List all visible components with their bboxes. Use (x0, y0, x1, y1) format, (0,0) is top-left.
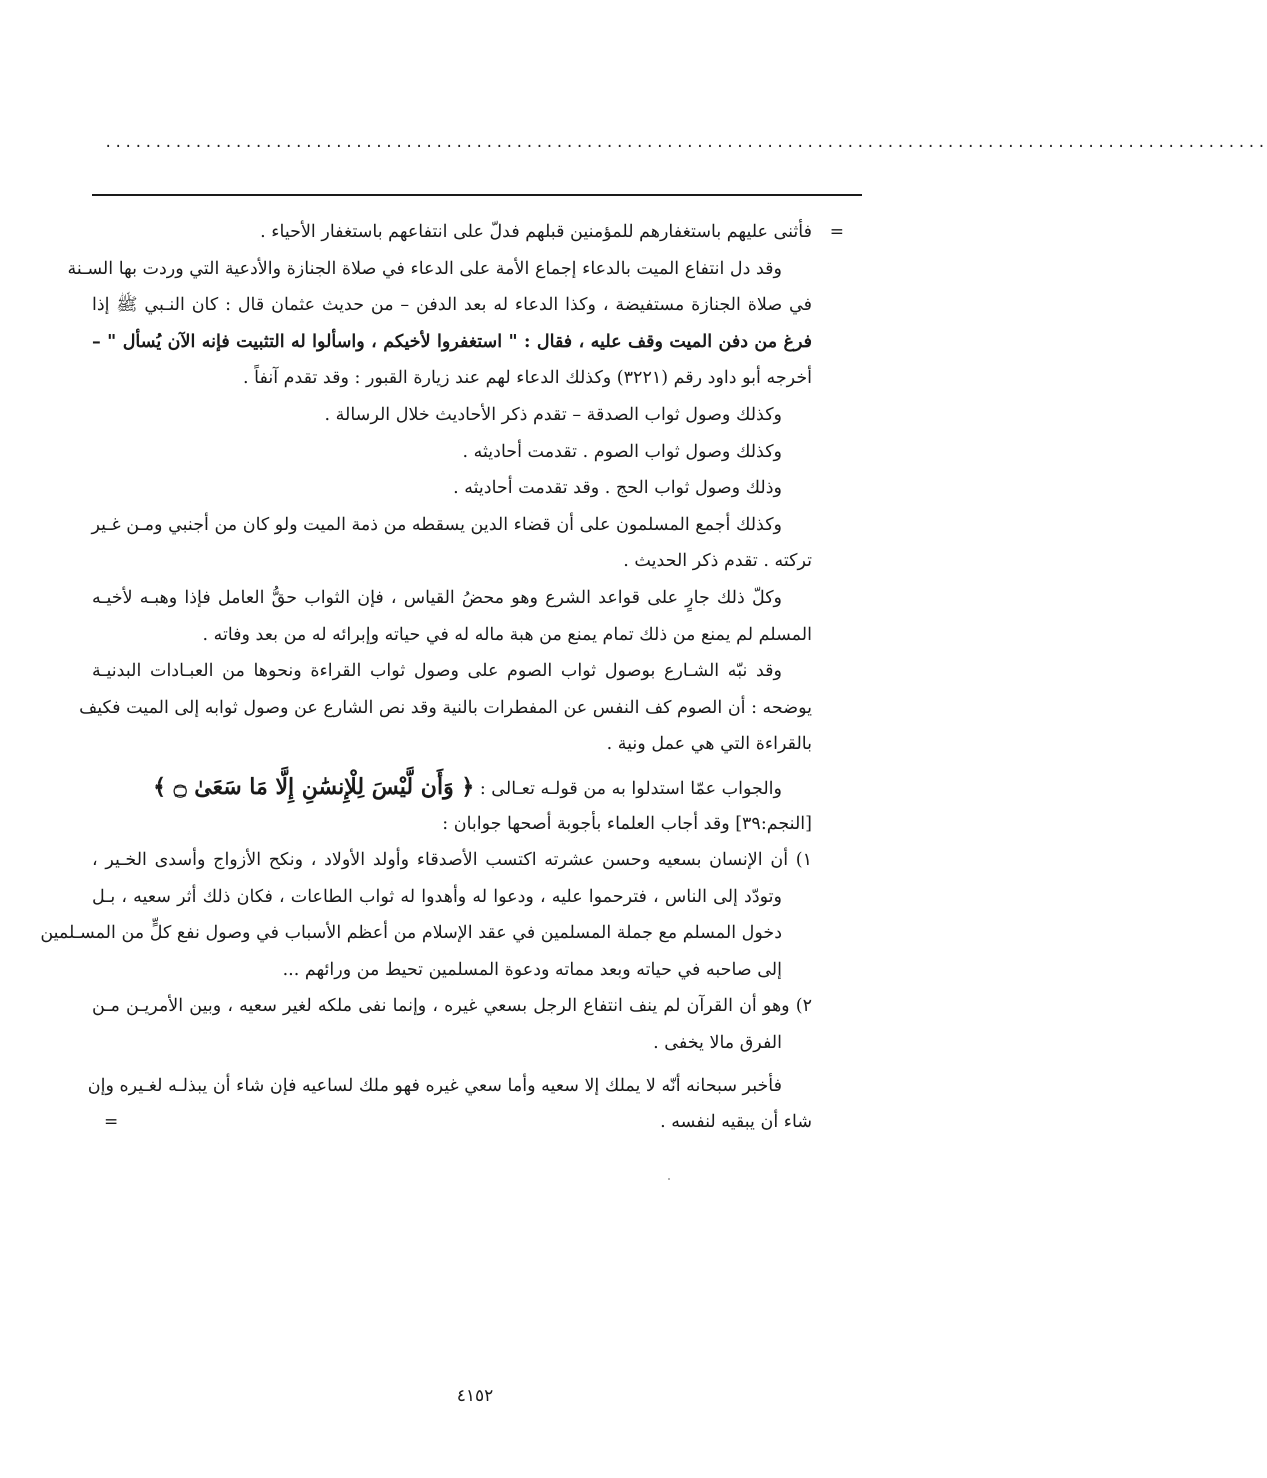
text-line: بالقراءة التي هي عمل ونية . (606, 734, 812, 755)
text-line: وكذلك وصول ثواب الصدقة – تقدم ذكر الأحاديث خلال الرسالة . (324, 404, 782, 425)
text-line: فرغ من دفن الميت وقف عليه ، فقال : " استغفروا لأخيكم ، واسألوا له التثبيت فإنه الآن يُسأل " – (92, 331, 812, 352)
text-line: وقد دل انتفاع الميت بالدعاء إجماع الأمة على الدعاء في صلاة الجنازة والأدعية التي وردت بها السـنة (67, 258, 782, 279)
text-line: المسلم لم يمنع من ذلك تمام يمنع من هبة ماله له في حياته وإبرائه له من بعد وفاته . (202, 624, 812, 645)
numbered-point-1: ١) أن الإنسان بسعيه وحسن عشرته اكتسب الأصدقاء وأولد الأولاد ، ونكح الأزواج وأسدى الخـير ، (92, 850, 812, 871)
text-line: وكذلك وصول ثواب الصوم . تقدمت أحاديثه . (462, 441, 782, 462)
quran-verse-line: والجواب عمّا استدلوا به من قولـه تعـالى : ﴿ وَأَن لَّيْسَ لِلْإِنسَٰنِ إِلَّا مَا سَعَىٰ ۝ ﴾ (153, 773, 782, 800)
text-line: إلى صاحبه في حياته وبعد مماته ودعوة المسلمين تحيط من ورائهم ... (282, 959, 782, 980)
text-line: وكلّ ذلك جارٍ على قواعد الشرع وهو محضُ القياس ، فإن الثواب حقُّ العامل فإذا وهبـه لأخيـه (92, 587, 782, 608)
text-line: شاء أن يبقيه لنفسه . = (92, 1104, 812, 1141)
scan-speck (668, 1178, 670, 1180)
text-line: يوضحه : أن الصوم كف النفس عن المفطرات بالنية وقد نص الشارع عن وصول ثوابه إلى الميت فكيف (79, 697, 812, 718)
numbered-point-2: ٢) وهو أن القرآن لم ينف انتفاع الرجل بسعي غيره ، وإنما نفى ملكه لغير سعيه ، وبين الأمريـن مـن (92, 996, 812, 1017)
page-number: ٤١٥٢ (456, 1386, 494, 1406)
text-line: [النجم:٣٩] وقد أجاب العلماء بأجوبة أصحها جوابان : (442, 813, 812, 834)
text-line: الفرق مالا يخفى . (653, 1033, 782, 1054)
text-line: = فأثنى عليهم باستغفارهم للمؤمنين قبلهم فدلّ على انتفاعهم باستغفار الأحياء . (92, 214, 812, 251)
text-line: وتودّد إلى الناس ، فترحموا عليه ، ودعوا له وأهدوا له ثواب الطاعات ، فكان ذلك أثر سعيه ، بـل (92, 886, 782, 907)
dotted-separator: .................................................................................................................... (104, 135, 1267, 151)
text-line: تركته . تقدم ذكر الحديث . (623, 551, 812, 572)
text-line: وكذلك أجمع المسلمون على أن قضاء الدين يسقطه من ذمة الميت ولو كان من أجنبي ومـن غـير (91, 514, 782, 535)
quran-verse: ﴿ وَأَن لَّيْسَ لِلْإِنسَٰنِ إِلَّا مَا سَعَىٰ ۝ ﴾ (153, 773, 475, 800)
text-line: في صلاة الجنازة مستفيضة ، وكذا الدعاء له بعد الدفن – من حديث عثمان قال : كان النـبي ﷺ إذا (92, 295, 812, 316)
text-line: وذلك وصول ثواب الحج . وقد تقدمت أحاديثه . (453, 478, 782, 499)
continuation-mark-start: = (829, 222, 844, 242)
text-line: فأخبر سبحانه أنّه لا يملك إلا سعيه وأما سعي غيره فهو ملك لساعيه فإن شاء أن يبذلـه لغـيره وإن (87, 1075, 782, 1096)
continuation-mark-end: = (104, 1112, 119, 1133)
text-line: وقد نبّه الشـارع بوصول ثواب الصوم على وصول ثواب القراءة ونحوها من العبـادات البدنيـة (92, 661, 782, 682)
text-line: دخول المسلم مع جملة المسلمين في عقد الإسلام من أعظم الأسباب في وصول نفع كلٍّ من المسـلمين (40, 923, 782, 944)
footnote-divider-line (92, 194, 862, 196)
page-body (40, 214, 844, 1141)
text-line: أخرجه أبو داود رقم (٣٢٢١) وكذلك الدعاء لهم عند زيارة القبور : وقد تقدم آنفاً . (243, 368, 812, 389)
